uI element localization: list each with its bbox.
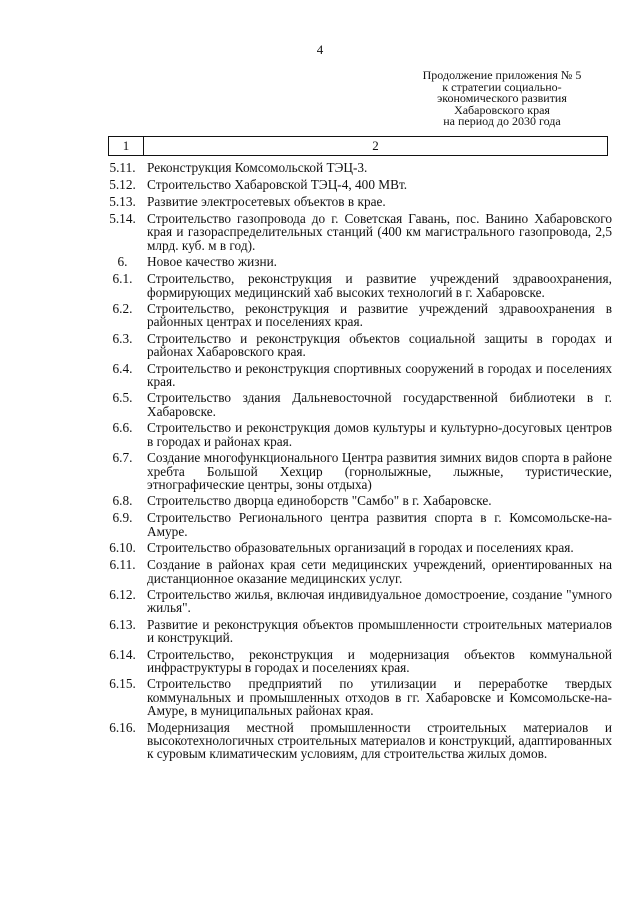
item-text: Развитие электросетевых объектов в крае. (147, 194, 386, 209)
list-item (98, 540, 612, 555)
item-number: 6.3. (112, 330, 133, 346)
appendix-header-line: Продолжение приложения № 5 (422, 68, 582, 82)
item-text: Строительство предприятий по утилизации и переработке твердых коммунальных и промышленных отходов в гг. Хабаровске и Комсомольске-на-Амуре, в муниципальных районах края. (147, 676, 612, 719)
item-text: Создание в районах края сети медицинских учреждений, ориентированных на дистанционное оказание медицинских услуг. (147, 557, 612, 586)
appendix-header-line: на период до 2030 года (443, 114, 561, 128)
item-number: 6.16. (109, 719, 136, 735)
list-item (98, 676, 612, 717)
item-text: Строительство здания Дальневосточной государственной библиотеки в г. Хабаровске. (147, 390, 612, 419)
item-number: 6.6. (112, 420, 133, 436)
item-number: 6.9. (112, 510, 133, 526)
item-number: 6.7. (112, 450, 133, 466)
appendix-header-line: к стратегии социально- (442, 79, 562, 94)
list-item (98, 177, 612, 192)
list-item (98, 271, 612, 299)
item-number: 6.11. (109, 557, 136, 573)
list-item (98, 493, 612, 508)
list-item (98, 587, 612, 615)
item-text: Строительство, реконструкция и модернизация объектов коммунальной инфраструктуры в городах и поселениях края. (147, 646, 612, 675)
page-number: 4 (316, 42, 324, 57)
list-item (98, 390, 612, 418)
item-number: 6.13. (109, 616, 136, 632)
item-text: Модернизация местной промышленности строительных материалов и высокотехнологичных строительных материалов и конструкций, адаптированных к суровым климатическим условиям, для строительства жилых домов. (147, 719, 612, 762)
item-number: 6.10. (109, 540, 136, 556)
appendix-header-line: Хабаровского края (454, 102, 550, 117)
item-text: Строительство Регионального центра развития спорта в г. Комсомольске-на-Амуре. (147, 510, 612, 539)
item-text: Строительство, реконструкция и развитие учреждений здравоохранения в районных центрах и поселениях края. (147, 301, 612, 330)
item-text: Создание многофункционального Центра развития зимних видов спорта в районе хребта Большой Хехцир (горнолыжные, лыжные, туристические, этнографические центры, зоны отдыха) (147, 450, 612, 492)
item-text: Строительство и реконструкция домов культуры и культурно-досуговых центров в городах и районах края. (147, 420, 612, 449)
item-text: Строительство газопровода до г. Советская Гавань, пос. Ванино Хабаровского края и газораспределительных станций (400 км магистрального газопровода, 2,5 млрд. куб. м в год). (147, 211, 612, 253)
appendix-header-line: экономического развития (437, 91, 567, 105)
column-header-table (108, 136, 608, 156)
column-header-row (109, 137, 608, 156)
item-text: Строительство образовательных организаций в городах и поселениях края. (147, 540, 574, 556)
list-item (98, 617, 612, 645)
list-item (98, 331, 612, 359)
item-number: 5.11. (109, 160, 136, 175)
list-item (98, 361, 612, 389)
item-text: Строительство, реконструкция и развитие учреждений здравоохранения, формирующих медицинский хаб высоких технологий в г. Хабаровске. (147, 271, 612, 300)
list-item (98, 420, 612, 448)
item-number: 6.12. (109, 586, 136, 602)
column-header-content: 2 (144, 137, 608, 156)
item-number: 5.13. (109, 194, 136, 209)
item-number: 6.4. (112, 360, 133, 376)
list-item (98, 194, 612, 209)
item-number: 6.14. (109, 646, 136, 662)
list-item (98, 254, 612, 269)
item-text: Строительство жилья, включая индивидуальное домостроение, создание "умного жилья". (147, 586, 612, 616)
list-item (98, 647, 612, 675)
item-number: 6.1. (112, 271, 133, 287)
list-item (98, 720, 612, 761)
item-text: Строительство дворца единоборств "Самбо" в г. Хабаровске. (147, 493, 492, 509)
item-text: Строительство и реконструкция объектов социальной защиты в городах и районах Хабаровского края. (147, 330, 612, 360)
list-item (98, 160, 612, 175)
item-text: Реконструкция Комсомольской ТЭЦ-3. (147, 160, 368, 175)
item-text: Развитие и реконструкция объектов промышленности строительных материалов и конструкций. (147, 616, 612, 646)
item-text: Новое качество жизни. (147, 254, 278, 270)
item-text: Строительство Хабаровской ТЭЦ-4, 400 МВт. (147, 177, 408, 192)
item-number: 6.15. (109, 676, 136, 692)
item-number: 5.14. (109, 211, 136, 226)
item-number: 6.2. (112, 301, 133, 317)
column-header-number: 1 (109, 137, 144, 156)
item-number: 6.8. (112, 493, 133, 509)
list-item (98, 301, 612, 329)
item-number: 6. (117, 254, 128, 270)
items-list (98, 160, 612, 763)
item-number: 5.12. (109, 177, 136, 192)
appendix-header (402, 70, 602, 128)
list-item (98, 211, 612, 252)
list-item (98, 510, 612, 538)
list-item (98, 557, 612, 585)
item-number: 6.5. (112, 390, 133, 406)
list-item (98, 450, 612, 491)
item-text: Строительство и реконструкция спортивных сооружений в городах и поселениях края. (147, 360, 612, 390)
